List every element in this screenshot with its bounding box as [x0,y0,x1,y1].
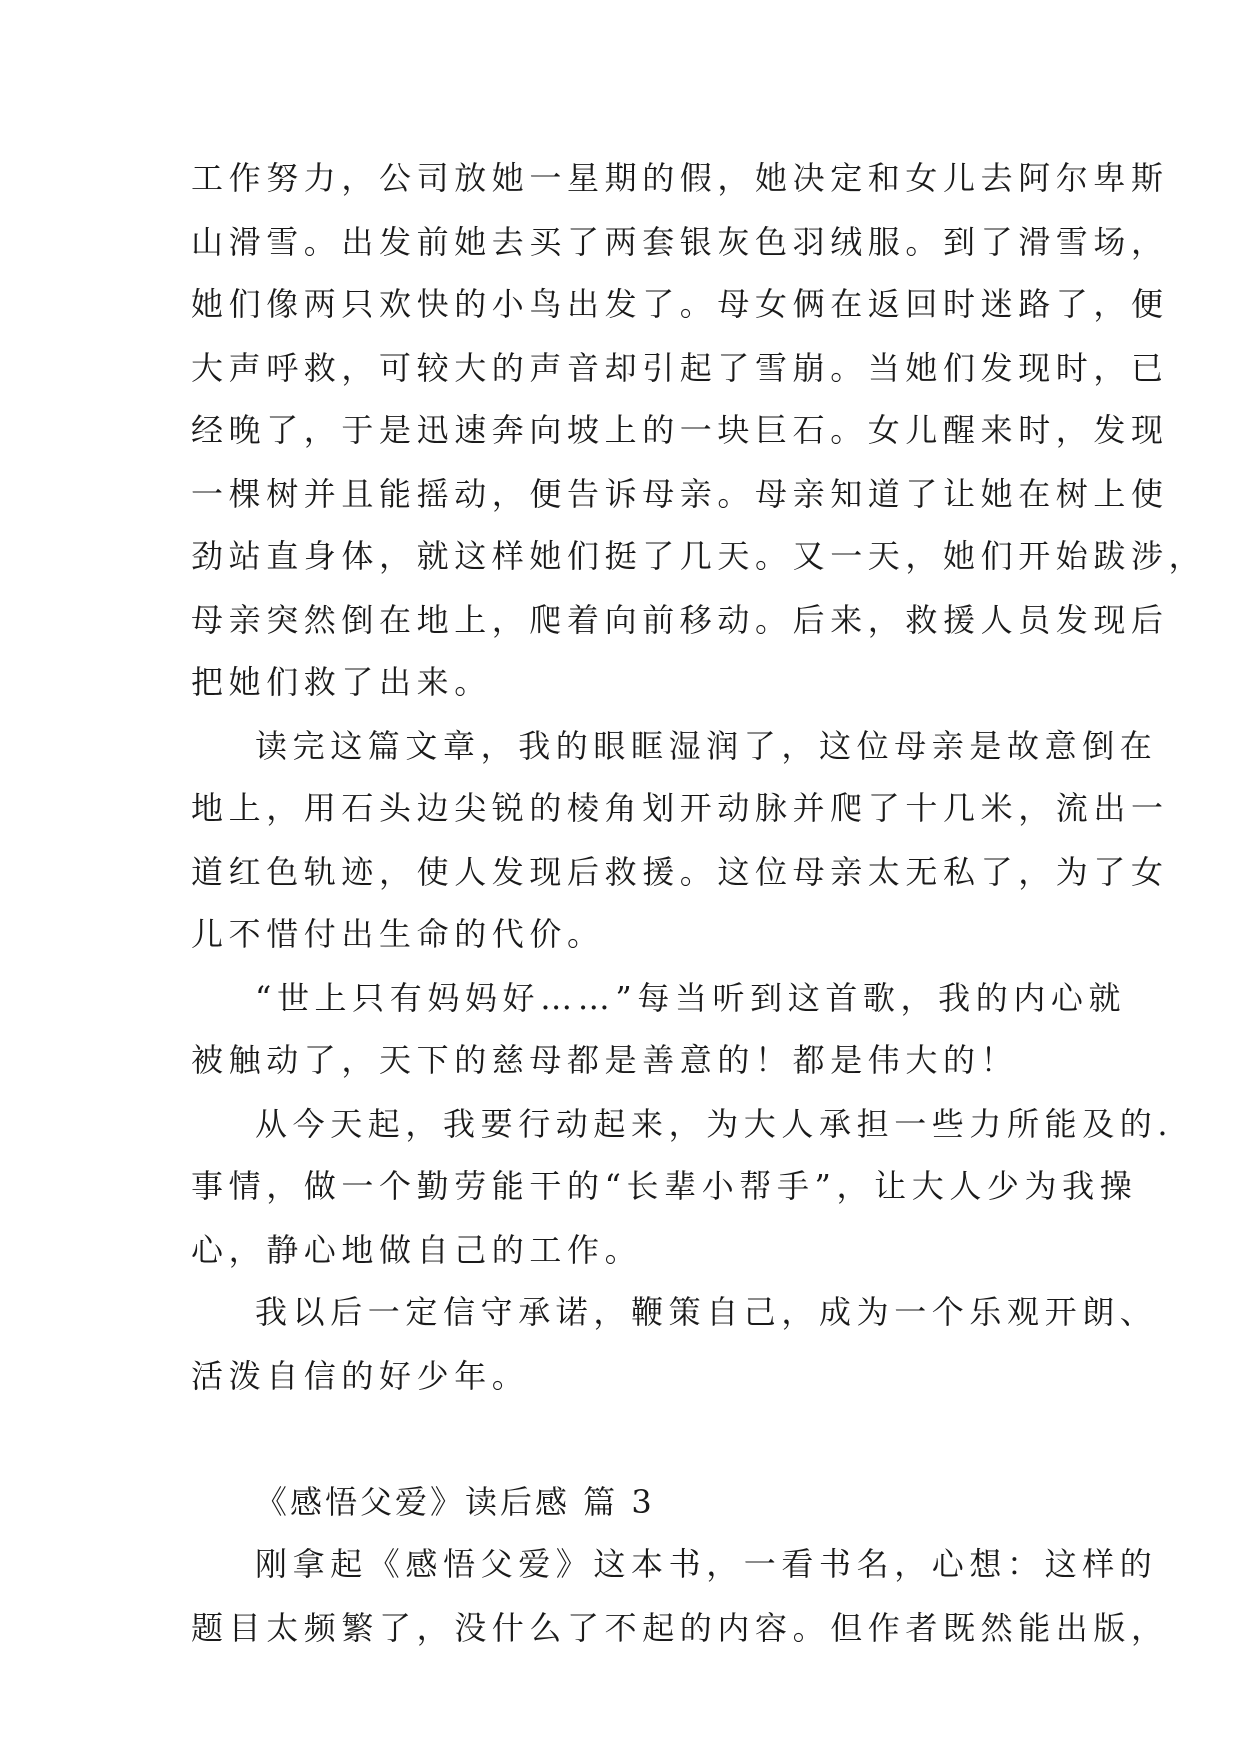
text-line: “世上只有妈妈好……”每当听到这首歌，我的内心就 [255,979,1127,1017]
text-line: 从今天起，我要行动起来，为大人承担一些力所能及的. [255,1105,1174,1143]
text-line: 她们像两只欢快的小鸟出发了。母女俩在返回时迷路了，便 [191,285,1169,323]
text-line: 事情，做一个勤劳能干的“长辈小帮手”，让大人少为我操 [191,1167,1138,1205]
text-line: 读完这篇文章，我的眼眶湿润了，这位母亲是故意倒在 [255,727,1158,765]
text-line: 劲站直身体，就这样她们挺了几天。又一天，她们开始跋涉， [191,537,1207,575]
text-line: 题目太频繁了，没什么了不起的内容。但作者既然能出版， [191,1609,1169,1647]
text-line: 活泼自信的好少年。 [191,1357,530,1395]
text-line: 把她们救了出来。 [191,663,492,701]
text-line: 我以后一定信守承诺，鞭策自己，成为一个乐观开朗、 [255,1293,1158,1331]
section-heading: 《感悟父爱》读后感 篇 3 [255,1483,655,1521]
text-line: 母亲突然倒在地上，爬着向前移动。后来，救援人员发现后 [191,601,1169,639]
text-line: 一棵树并且能摇动，便告诉母亲。母亲知道了让她在树上使 [191,475,1169,513]
text-line: 心，静心地做自己的工作。 [191,1231,643,1269]
text-line: 道红色轨迹，使人发现后救援。这位母亲太无私了，为了女 [191,853,1169,891]
text-line: 被触动了，天下的慈母都是善意的！都是伟大的！ [191,1041,1019,1079]
text-line: 大声呼救，可较大的声音却引起了雪崩。当她们发现时，已 [191,349,1169,387]
text-line: 山滑雪。出发前她去买了两套银灰色羽绒服。到了滑雪场， [191,223,1169,261]
text-line: 刚拿起《感悟父爱》这本书，一看书名，心想：这样的 [255,1545,1158,1583]
text-line: 儿不惜付出生命的代价。 [191,915,605,953]
text-line: 地上，用石头边尖锐的棱角划开动脉并爬了十几米，流出一 [191,789,1169,827]
text-line: 工作努力，公司放她一星期的假，她决定和女儿去阿尔卑斯 [191,159,1169,197]
text-line: 经晚了，于是迅速奔向坡上的一块巨石。女儿醒来时，发现 [191,411,1169,449]
